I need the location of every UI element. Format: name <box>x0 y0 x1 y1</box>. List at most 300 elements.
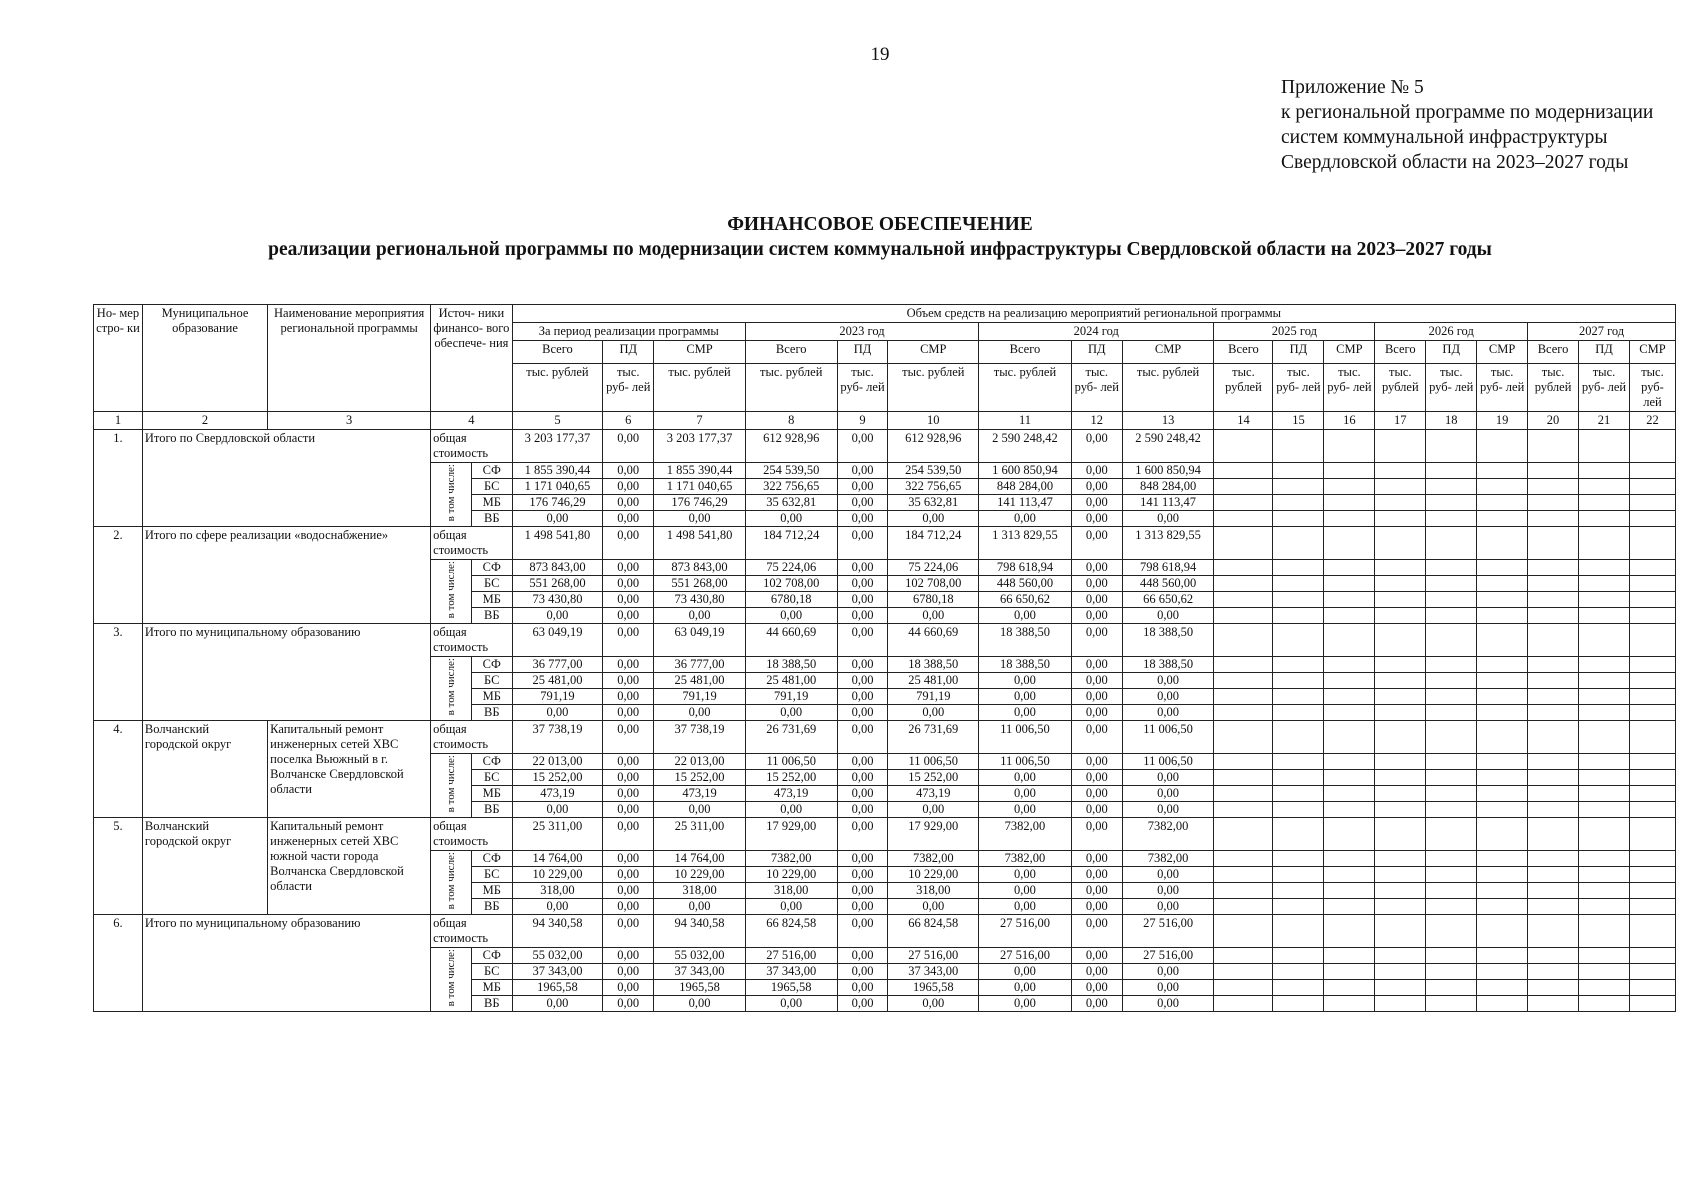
value-cell: 94 340,58 <box>512 915 603 948</box>
value-cell: 27 516,00 <box>745 948 837 964</box>
value-cell <box>1477 624 1528 657</box>
value-cell: 1 600 850,94 <box>1122 463 1214 479</box>
row-number: 6. <box>94 915 143 1012</box>
source-code: БС <box>471 770 512 786</box>
value-cell: 0,00 <box>512 996 603 1012</box>
value-cell: 0,00 <box>745 608 837 624</box>
value-cell: 0,00 <box>979 883 1072 899</box>
column-number: 13 <box>1122 412 1214 430</box>
value-cell: 0,00 <box>745 899 837 915</box>
value-cell <box>1426 430 1477 463</box>
value-cell: 0,00 <box>512 899 603 915</box>
value-cell: 102 708,00 <box>745 576 837 592</box>
value-cell: 73 430,80 <box>654 592 746 608</box>
value-cell <box>1528 883 1579 899</box>
value-cell <box>1324 786 1375 802</box>
value-cell <box>1528 996 1579 1012</box>
source-code: БС <box>471 673 512 689</box>
source-code: СФ <box>471 657 512 673</box>
source-code: БС <box>471 867 512 883</box>
value-cell <box>1375 430 1426 463</box>
value-cell: 0,00 <box>837 495 888 511</box>
value-cell <box>1477 964 1528 980</box>
value-cell <box>1375 495 1426 511</box>
value-cell: 0,00 <box>837 851 888 867</box>
value-cell: 7382,00 <box>979 851 1072 867</box>
value-cell <box>1629 463 1675 479</box>
value-cell: 0,00 <box>1122 608 1214 624</box>
value-cell <box>1273 463 1324 479</box>
value-cell <box>1426 964 1477 980</box>
value-cell: 0,00 <box>837 608 888 624</box>
value-cell: 11 006,50 <box>979 721 1072 754</box>
value-cell <box>1477 657 1528 673</box>
value-cell: 0,00 <box>745 996 837 1012</box>
column-number: 21 <box>1579 412 1630 430</box>
value-cell: 0,00 <box>888 608 979 624</box>
value-cell <box>1477 802 1528 818</box>
header-period-2027: 2027 год <box>1528 323 1676 341</box>
value-cell: 18 388,50 <box>1122 624 1214 657</box>
value-cell <box>1426 754 1477 770</box>
value-cell <box>1324 608 1375 624</box>
value-cell <box>1629 883 1675 899</box>
value-cell <box>1629 818 1675 851</box>
value-cell: 36 777,00 <box>512 657 603 673</box>
value-cell: 0,00 <box>837 705 888 721</box>
value-cell: 0,00 <box>1071 560 1122 576</box>
value-cell <box>1273 657 1324 673</box>
value-cell: 0,00 <box>603 705 654 721</box>
total-cost-label: общая стоимость <box>431 818 512 851</box>
value-cell <box>1579 786 1630 802</box>
header-col-smr: СМР <box>1477 341 1528 364</box>
value-cell: 0,00 <box>1071 754 1122 770</box>
value-cell: 254 539,50 <box>888 463 979 479</box>
value-cell: 0,00 <box>1071 495 1122 511</box>
value-cell <box>1273 624 1324 657</box>
value-cell <box>1273 689 1324 705</box>
value-cell: 473,19 <box>654 786 746 802</box>
header-col-pd: ПД <box>1426 341 1477 364</box>
value-cell: 0,00 <box>837 673 888 689</box>
value-cell <box>1273 867 1324 883</box>
value-cell <box>1629 915 1675 948</box>
value-cell: 0,00 <box>1071 948 1122 964</box>
header-unit-smr: тыс. руб- лей <box>1629 364 1675 412</box>
value-cell <box>1214 818 1273 851</box>
header-unit-total: тыс. рублей <box>1214 364 1273 412</box>
value-cell: 1 600 850,94 <box>979 463 1072 479</box>
value-cell: 0,00 <box>603 673 654 689</box>
value-cell: 0,00 <box>979 899 1072 915</box>
column-number: 2 <box>142 412 267 430</box>
header-col-smr: СМР <box>1122 341 1214 364</box>
value-cell <box>1528 786 1579 802</box>
value-cell: 0,00 <box>837 899 888 915</box>
value-cell <box>1375 689 1426 705</box>
value-cell <box>1579 463 1630 479</box>
value-cell: 0,00 <box>837 560 888 576</box>
value-cell <box>1629 996 1675 1012</box>
value-cell <box>1273 964 1324 980</box>
value-cell: 0,00 <box>888 899 979 915</box>
value-cell: 0,00 <box>603 915 654 948</box>
value-cell: 0,00 <box>837 980 888 996</box>
value-cell: 26 731,69 <box>888 721 979 754</box>
value-cell <box>1579 948 1630 964</box>
value-cell: 0,00 <box>603 560 654 576</box>
header-unit-pd: тыс. руб- лей <box>1071 364 1122 412</box>
value-cell: 6780,18 <box>745 592 837 608</box>
value-cell: 18 388,50 <box>745 657 837 673</box>
value-cell: 35 632,81 <box>745 495 837 511</box>
appendix-note <box>1281 75 1653 175</box>
value-cell <box>1477 527 1528 560</box>
value-cell <box>1214 770 1273 786</box>
table-row <box>94 915 1676 948</box>
value-cell <box>1579 689 1630 705</box>
column-number: 16 <box>1324 412 1375 430</box>
value-cell: 37 343,00 <box>512 964 603 980</box>
row-number: 3. <box>94 624 143 721</box>
value-cell <box>1375 592 1426 608</box>
value-cell <box>1324 511 1375 527</box>
value-cell: 848 284,00 <box>979 479 1072 495</box>
value-cell: 17 929,00 <box>745 818 837 851</box>
value-cell: 0,00 <box>979 770 1072 786</box>
value-cell <box>1579 608 1630 624</box>
value-cell <box>1426 560 1477 576</box>
value-cell: 0,00 <box>837 657 888 673</box>
column-number: 3 <box>268 412 431 430</box>
value-cell <box>1579 802 1630 818</box>
value-cell: 0,00 <box>837 511 888 527</box>
value-cell <box>1426 495 1477 511</box>
document-title <box>0 212 1699 262</box>
value-cell <box>1629 770 1675 786</box>
value-cell <box>1629 495 1675 511</box>
value-cell <box>1528 592 1579 608</box>
value-cell <box>1528 560 1579 576</box>
value-cell: 0,00 <box>1122 511 1214 527</box>
value-cell: 44 660,69 <box>745 624 837 657</box>
table-row <box>94 527 1676 560</box>
value-cell: 1 313 829,55 <box>979 527 1072 560</box>
value-cell: 0,00 <box>979 964 1072 980</box>
value-cell: 0,00 <box>603 495 654 511</box>
source-code: МБ <box>471 883 512 899</box>
value-cell: 0,00 <box>979 673 1072 689</box>
column-number: 12 <box>1071 412 1122 430</box>
value-cell <box>1579 495 1630 511</box>
row-number: 5. <box>94 818 143 915</box>
source-code: МБ <box>471 495 512 511</box>
total-cost-label: общая стоимость <box>431 721 512 754</box>
value-cell <box>1426 851 1477 867</box>
value-cell: 0,00 <box>1071 996 1122 1012</box>
row-title: Итого по сфере реализации «водоснабжение» <box>142 527 430 624</box>
value-cell <box>1477 899 1528 915</box>
value-cell <box>1528 851 1579 867</box>
value-cell: 0,00 <box>979 786 1072 802</box>
value-cell: 0,00 <box>512 608 603 624</box>
value-cell: 73 430,80 <box>512 592 603 608</box>
value-cell: 0,00 <box>979 980 1072 996</box>
value-cell <box>1324 479 1375 495</box>
value-cell <box>1324 802 1375 818</box>
value-cell: 3 203 177,37 <box>654 430 746 463</box>
value-cell <box>1214 463 1273 479</box>
value-cell <box>1273 705 1324 721</box>
value-cell <box>1426 608 1477 624</box>
value-cell <box>1528 608 1579 624</box>
total-cost-label: общая стоимость <box>431 430 512 463</box>
total-cost-label: общая стоимость <box>431 624 512 657</box>
row-event: Капитальный ремонт инженерных сетей ХВС южной части города Волчанска Свердловской области <box>268 818 431 915</box>
value-cell: 848 284,00 <box>1122 479 1214 495</box>
value-cell <box>1579 576 1630 592</box>
value-cell: 0,00 <box>603 770 654 786</box>
value-cell <box>1426 721 1477 754</box>
header-col-pd: ПД <box>603 341 654 364</box>
header-unit-pd: тыс. руб- лей <box>1579 364 1630 412</box>
value-cell <box>1579 430 1630 463</box>
value-cell: 612 928,96 <box>888 430 979 463</box>
header-col-total: Всего <box>512 341 603 364</box>
value-cell <box>1477 851 1528 867</box>
value-cell: 35 632,81 <box>888 495 979 511</box>
value-cell <box>1477 867 1528 883</box>
value-cell <box>1324 495 1375 511</box>
value-cell <box>1579 980 1630 996</box>
value-cell <box>1214 430 1273 463</box>
value-cell <box>1375 624 1426 657</box>
value-cell: 0,00 <box>837 479 888 495</box>
value-cell <box>1629 689 1675 705</box>
value-cell: 0,00 <box>1122 689 1214 705</box>
value-cell: 0,00 <box>603 948 654 964</box>
header-unit-total: тыс. рублей <box>979 364 1072 412</box>
value-cell <box>1273 576 1324 592</box>
value-cell: 0,00 <box>837 689 888 705</box>
value-cell: 0,00 <box>888 705 979 721</box>
table-row <box>94 721 1676 754</box>
value-cell <box>1579 560 1630 576</box>
value-cell <box>1324 915 1375 948</box>
value-cell: 27 516,00 <box>979 948 1072 964</box>
header-col-smr: СМР <box>1629 341 1675 364</box>
value-cell <box>1375 818 1426 851</box>
value-cell: 322 756,65 <box>888 479 979 495</box>
value-cell: 0,00 <box>1122 883 1214 899</box>
value-cell <box>1426 689 1477 705</box>
value-cell <box>1477 754 1528 770</box>
value-cell: 11 006,50 <box>1122 721 1214 754</box>
value-cell <box>1273 980 1324 996</box>
value-cell <box>1579 673 1630 689</box>
value-cell <box>1579 721 1630 754</box>
value-cell <box>1324 689 1375 705</box>
value-cell <box>1273 802 1324 818</box>
value-cell <box>1324 996 1375 1012</box>
value-cell: 37 343,00 <box>745 964 837 980</box>
value-cell: 7382,00 <box>979 818 1072 851</box>
value-cell: 2 590 248,42 <box>1122 430 1214 463</box>
value-cell: 0,00 <box>1071 592 1122 608</box>
value-cell <box>1426 786 1477 802</box>
value-cell: 7382,00 <box>888 851 979 867</box>
value-cell <box>1214 948 1273 964</box>
value-cell <box>1629 899 1675 915</box>
value-cell <box>1375 560 1426 576</box>
including-label: в том числе: <box>445 851 457 910</box>
value-cell: 3 203 177,37 <box>512 430 603 463</box>
value-cell: 176 746,29 <box>512 495 603 511</box>
value-cell <box>1375 576 1426 592</box>
header-col-total: Всего <box>1375 341 1426 364</box>
value-cell: 25 311,00 <box>654 818 746 851</box>
value-cell: 0,00 <box>837 576 888 592</box>
value-cell: 141 113,47 <box>979 495 1072 511</box>
column-number: 15 <box>1273 412 1324 430</box>
value-cell <box>1579 527 1630 560</box>
header-sources: Источ- ники финансо- вого обеспече- ния <box>431 305 512 412</box>
value-cell <box>1477 560 1528 576</box>
source-code: СФ <box>471 948 512 964</box>
value-cell: 0,00 <box>837 996 888 1012</box>
value-cell <box>1477 608 1528 624</box>
value-cell: 18 388,50 <box>888 657 979 673</box>
value-cell: 0,00 <box>1071 883 1122 899</box>
value-cell: 0,00 <box>1071 479 1122 495</box>
value-cell <box>1375 867 1426 883</box>
value-cell: 318,00 <box>888 883 979 899</box>
value-cell <box>1477 948 1528 964</box>
value-cell: 11 006,50 <box>1122 754 1214 770</box>
value-cell: 0,00 <box>888 511 979 527</box>
value-cell <box>1375 948 1426 964</box>
value-cell: 1 855 390,44 <box>654 463 746 479</box>
value-cell <box>1528 754 1579 770</box>
value-cell <box>1629 754 1675 770</box>
value-cell <box>1629 802 1675 818</box>
value-cell <box>1579 705 1630 721</box>
value-cell <box>1273 786 1324 802</box>
value-cell <box>1629 705 1675 721</box>
value-cell: 25 481,00 <box>654 673 746 689</box>
value-cell: 0,00 <box>1122 786 1214 802</box>
value-cell <box>1477 883 1528 899</box>
value-cell <box>1214 624 1273 657</box>
value-cell: 27 516,00 <box>888 948 979 964</box>
value-cell <box>1528 479 1579 495</box>
value-cell: 0,00 <box>603 430 654 463</box>
value-cell <box>1375 802 1426 818</box>
column-number: 14 <box>1214 412 1273 430</box>
value-cell <box>1214 511 1273 527</box>
source-code: МБ <box>471 592 512 608</box>
value-cell <box>1528 915 1579 948</box>
value-cell: 1965,58 <box>888 980 979 996</box>
value-cell: 0,00 <box>979 996 1072 1012</box>
value-cell: 0,00 <box>603 996 654 1012</box>
source-code: ВБ <box>471 802 512 818</box>
value-cell: 25 481,00 <box>512 673 603 689</box>
value-cell: 37 343,00 <box>654 964 746 980</box>
table-row <box>94 624 1676 657</box>
value-cell <box>1375 996 1426 1012</box>
value-cell: 18 388,50 <box>979 657 1072 673</box>
value-cell: 7382,00 <box>1122 818 1214 851</box>
value-cell <box>1324 560 1375 576</box>
value-cell: 0,00 <box>1122 964 1214 980</box>
value-cell <box>1579 592 1630 608</box>
value-cell <box>1477 705 1528 721</box>
value-cell <box>1273 818 1324 851</box>
value-cell: 0,00 <box>1071 673 1122 689</box>
appendix-line: Приложение № 5 <box>1281 77 1424 98</box>
header-period-total: За период реализации программы <box>512 323 745 341</box>
value-cell: 7382,00 <box>745 851 837 867</box>
value-cell: 26 731,69 <box>745 721 837 754</box>
value-cell: 102 708,00 <box>888 576 979 592</box>
value-cell: 15 252,00 <box>888 770 979 786</box>
value-cell <box>1214 899 1273 915</box>
value-cell: 0,00 <box>603 463 654 479</box>
value-cell <box>1579 511 1630 527</box>
value-cell <box>1426 770 1477 786</box>
source-code: СФ <box>471 560 512 576</box>
value-cell: 37 738,19 <box>512 721 603 754</box>
source-code: СФ <box>471 754 512 770</box>
value-cell: 0,00 <box>837 624 888 657</box>
value-cell: 873 843,00 <box>512 560 603 576</box>
header-row-no: Но- мер стро- ки <box>94 305 143 412</box>
header-col-pd: ПД <box>1071 341 1122 364</box>
value-cell <box>1528 721 1579 754</box>
value-cell <box>1214 560 1273 576</box>
value-cell <box>1214 705 1273 721</box>
value-cell: 448 560,00 <box>1122 576 1214 592</box>
value-cell <box>1273 996 1324 1012</box>
value-cell: 0,00 <box>1122 770 1214 786</box>
value-cell <box>1528 576 1579 592</box>
value-cell: 27 516,00 <box>1122 948 1214 964</box>
header-municipality: Муниципальное образование <box>142 305 267 412</box>
header-unit-smr: тыс. рублей <box>1122 364 1214 412</box>
row-title: Итого по муниципальному образованию <box>142 915 430 1012</box>
header-unit-smr: тыс. руб- лей <box>1477 364 1528 412</box>
value-cell: 0,00 <box>1071 899 1122 915</box>
value-cell <box>1214 754 1273 770</box>
column-number: 7 <box>654 412 746 430</box>
including-label-cell <box>431 851 472 915</box>
page-number: 19 <box>870 44 890 65</box>
value-cell: 0,00 <box>837 948 888 964</box>
value-cell: 0,00 <box>837 883 888 899</box>
value-cell: 22 013,00 <box>512 754 603 770</box>
value-cell <box>1324 964 1375 980</box>
value-cell: 0,00 <box>979 511 1072 527</box>
source-code: СФ <box>471 851 512 867</box>
value-cell: 14 764,00 <box>512 851 603 867</box>
value-cell: 0,00 <box>603 721 654 754</box>
value-cell: 0,00 <box>654 899 746 915</box>
value-cell <box>1375 964 1426 980</box>
value-cell: 322 756,65 <box>745 479 837 495</box>
value-cell: 0,00 <box>512 802 603 818</box>
